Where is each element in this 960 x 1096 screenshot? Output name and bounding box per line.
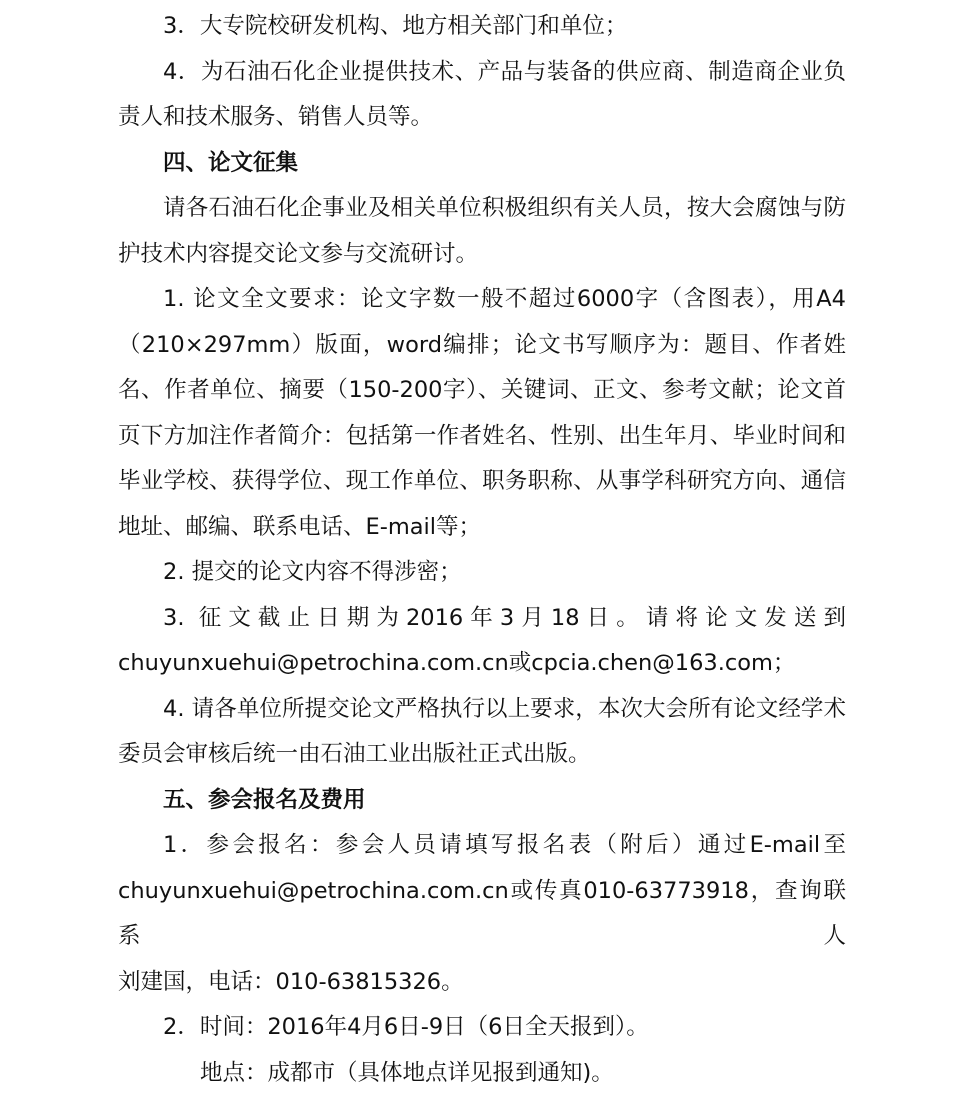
section-4-heading: 四、论文征集 <box>118 141 846 187</box>
section-4-intro: 请各石油石化企事业及相关单位积极组织有关人员，按大会腐蚀与防护技术内容提交论文参与交流研讨。 <box>118 186 846 277</box>
registration-line-3: 刘建国，电话：010-63815326。 <box>118 960 846 1006</box>
registration-line-1: 1．参会报名：参会人员请填写报名表（附后）通过E-mail至 <box>118 823 846 869</box>
paper-requirement-3-line-2: chuyunxuehui@petrochina.com.cn或cpcia.chen@163.com； <box>118 641 846 687</box>
registration-line-2: chuyunxuehui@petrochina.com.cn或传真010-63773918，查询联系人 <box>118 869 846 960</box>
participant-item-4: 4．为石油石化企业提供技术、产品与装备的供应商、制造商企业负责人和技术服务、销售人员等。 <box>118 50 846 141</box>
meeting-location: 地点：成都市（具体地点详见报到通知)。 <box>118 1051 846 1096</box>
paper-requirement-2: 2. 提交的论文内容不得涉密； <box>118 550 846 596</box>
section-5-heading: 五、参会报名及费用 <box>118 778 846 824</box>
paper-requirement-4: 4. 请各单位所提交论文严格执行以上要求，本次大会所有论文经学术委员会审核后统一由石油工业出版社正式出版。 <box>118 687 846 778</box>
participant-item-3: 3．大专院校研发机构、地方相关部门和单位； <box>118 0 846 50</box>
meeting-time: 2．时间：2016年4月6日-9日（6日全天报到）。 <box>118 1005 846 1051</box>
paper-requirement-3-line-1: 3. 征文截止日期为2016年3月18日。请将论文发送到 <box>118 596 846 642</box>
paper-requirement-1: 1. 论文全文要求：论文字数一般不超过6000字（含图表），用A4（210×297mm）版面，word编排；论文书写顺序为：题目、作者姓名、作者单位、摘要（150-200字）、关键词、正文、参考文献；论文首页下方加注作者简介：包括第一作者姓名、性别、出生年月、毕业时间和毕业学校、获得学位、现工作单位、职务职称、从事学科研究方向、通信地址、邮编、联系电话、E-mail等； <box>118 277 846 550</box>
